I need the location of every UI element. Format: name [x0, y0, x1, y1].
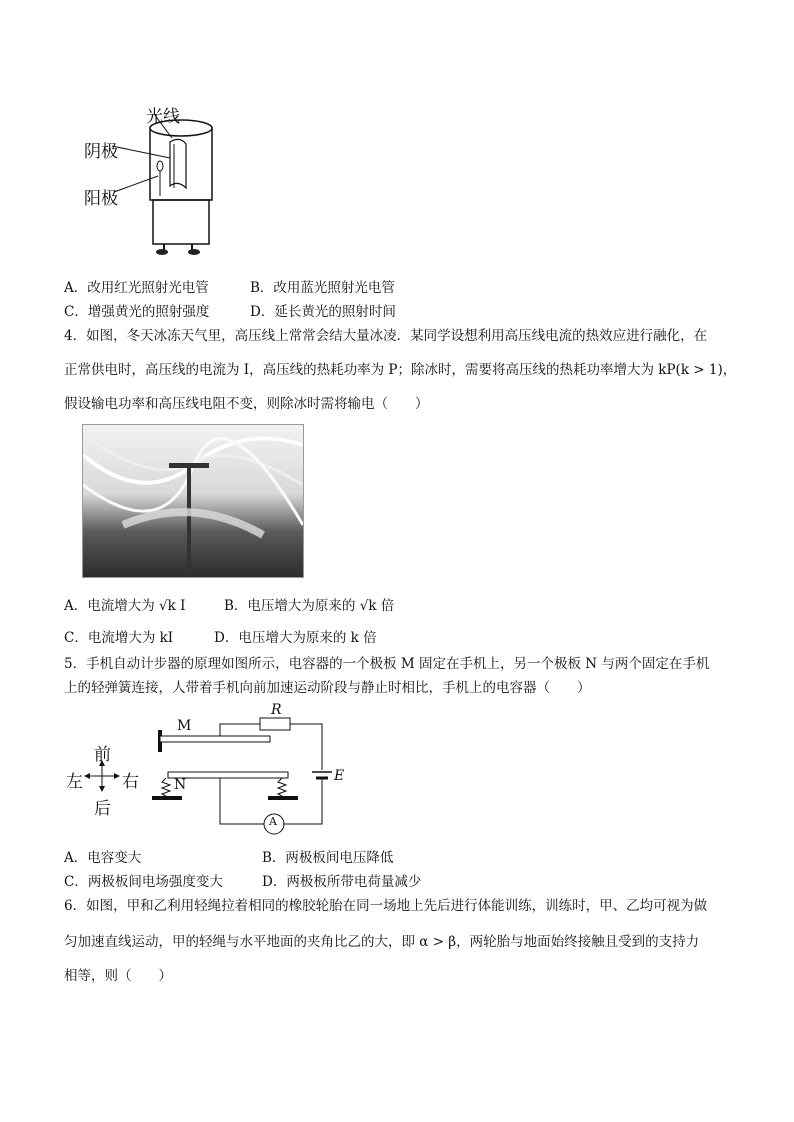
ammeter-label: A: [269, 815, 277, 828]
anode-label: 阳极: [84, 189, 118, 209]
q4-stem-line3: 假设输电功率和高压线电阻不变，则除冰时需将输电（ ）: [64, 396, 429, 412]
q4-option-a: A．电流增大为 √k I: [64, 598, 186, 614]
q6-stem-line2: 匀加速直线运动，甲的轻绳与水平地面的夹角比乙的大，即 α > β，两轮胎与地面始终接触且受到的支持力: [64, 934, 700, 950]
plate-m-label: M: [177, 718, 192, 734]
ice-power-line-photo: [82, 424, 304, 578]
q3-option-d: D．延长黄光的照射时间: [250, 304, 396, 320]
q4-stem-line1: 4．如图，冬天冰冻天气里，高压线上常常会结大量冰凌．某同学设想利用高压线电流的热效应进行融化，在: [64, 328, 708, 344]
q5-option-b: B．两极板间电压降低: [262, 850, 394, 866]
q5-option-d: D．两极板所带电荷量减少: [262, 874, 422, 890]
dir-front-label: 前: [94, 745, 111, 765]
light-label: 光线: [146, 107, 180, 127]
q3-option-b: B．改用蓝光照射光电管: [250, 280, 395, 296]
q4-option-c: C．电流增大为 kI: [64, 630, 174, 646]
q6-stem-line3: 相等，则（ ）: [64, 968, 172, 984]
dir-right-label: 右: [122, 772, 139, 792]
dir-back-label: 后: [94, 799, 111, 819]
q3-option-a: A．改用红光照射光电管: [64, 280, 209, 296]
q4-stem-line2: 正常供电时，高压线的电流为 I，高压线的热耗功率为 P；除冰时，需要将高压线的热耗功率增大为 kP(k > 1)，: [64, 362, 737, 378]
pedometer-circuit-figure: [60, 702, 360, 844]
q5-stem-line1: 5．手机自动计步器的原理如图所示，电容器的一个极板 M 固定在手机上，另一个极板 N 与两个固定在手机: [64, 656, 710, 672]
cathode-label: 阴极: [84, 142, 118, 162]
q6-stem-line1: 6．如图，甲和乙利用轻绳拉着相同的橡胶轮胎在同一场地上先后进行体能训练，训练时，甲、乙均可视为做: [64, 898, 708, 914]
q4-option-b: B．电压增大为原来的 √k 倍: [224, 598, 395, 614]
battery-e-label: E: [334, 768, 345, 784]
plate-n-label: N: [174, 777, 187, 793]
q3-option-c: C．增强黄光的照射强度: [64, 304, 210, 320]
q5-option-c: C．两极板间电场强度变大: [64, 874, 223, 890]
dir-left-label: 左: [66, 772, 83, 792]
q5-stem-line2: 上的轻弹簧连接，人带着手机向前加速运动阶段与静止时相比，手机上的电容器（ ）: [64, 680, 591, 696]
q4-option-d: D．电压增大为原来的 k 倍: [214, 630, 377, 646]
q5-option-a: A．电容变大: [64, 850, 142, 866]
resistor-r-label: R: [271, 702, 282, 718]
